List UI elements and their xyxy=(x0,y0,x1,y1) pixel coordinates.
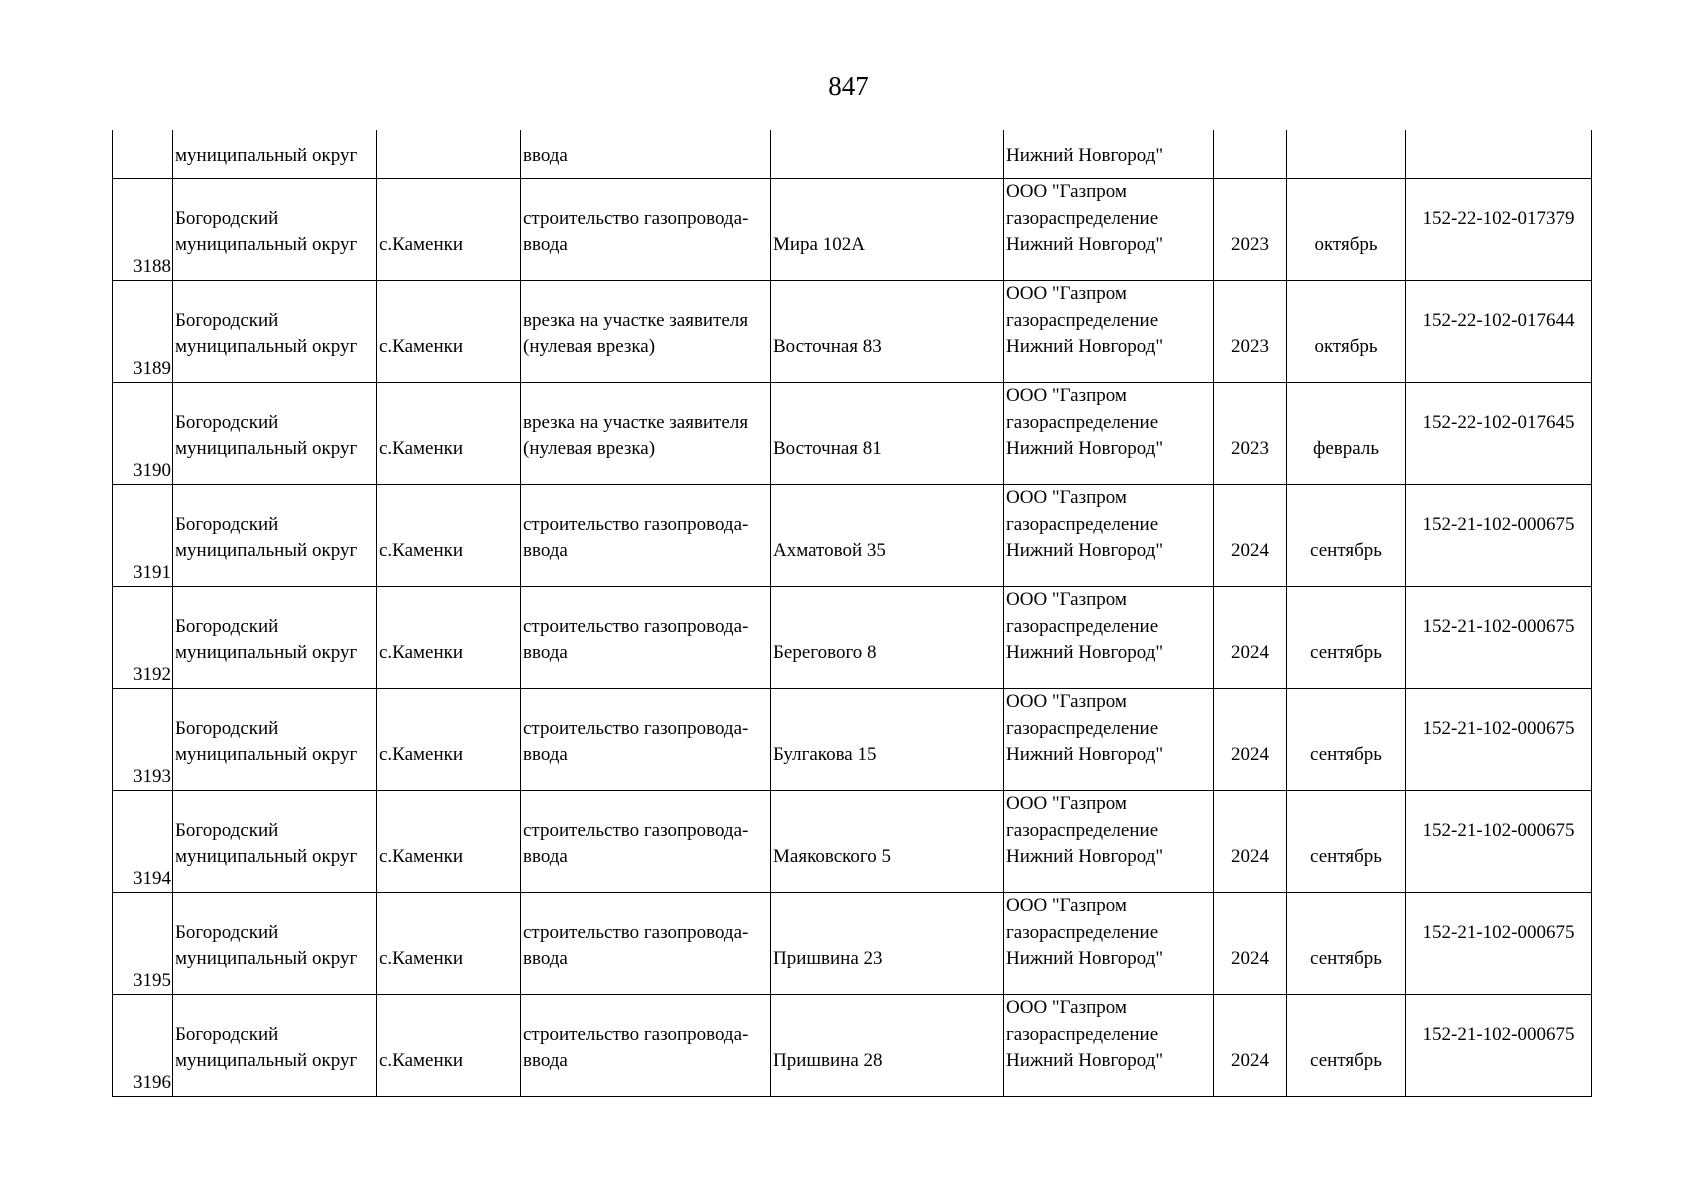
table-row xyxy=(113,689,1592,791)
table-row xyxy=(113,791,1592,893)
district-line-1: Богородский xyxy=(175,513,279,535)
table-row xyxy=(113,485,1592,587)
org-line-3: Нижний Новгород" xyxy=(1006,438,1164,459)
month: сентябрь xyxy=(1310,1050,1382,1071)
work-line-2: ввода xyxy=(523,744,568,765)
code: 152-21-102-000675 xyxy=(1422,1023,1575,1045)
cell-num xyxy=(113,281,173,383)
cell-address xyxy=(771,281,1004,383)
org-line-1: ООО "Газпром xyxy=(1006,793,1127,814)
code: 152-22-102-017644 xyxy=(1422,309,1575,331)
row-number: 3196 xyxy=(133,1071,171,1093)
code: 152-22-102-017645 xyxy=(1422,411,1575,433)
code: 152-21-102-000675 xyxy=(1422,819,1575,841)
cell-num xyxy=(113,130,173,179)
row-number: 3188 xyxy=(133,255,171,277)
district-line-2: муниципальный округ xyxy=(175,234,358,255)
cell-code xyxy=(1406,587,1592,689)
cell-org xyxy=(1004,995,1214,1097)
org-line-2: газораспределение xyxy=(1006,1023,1159,1045)
cell-address xyxy=(771,995,1004,1097)
address: Восточная 83 xyxy=(773,336,882,357)
cell-address xyxy=(771,485,1004,587)
cell-code xyxy=(1406,689,1592,791)
registry-table xyxy=(112,130,1592,1097)
address: Восточная 81 xyxy=(773,438,882,459)
work-line-1: строительство газопровода- xyxy=(523,207,749,229)
org-line-2: газораспределение xyxy=(1006,921,1159,943)
row-number: 3191 xyxy=(133,561,171,583)
cell-year xyxy=(1214,791,1287,893)
year: 2024 xyxy=(1231,1050,1269,1071)
cell-year xyxy=(1214,179,1287,281)
cell-settlement xyxy=(377,130,521,179)
cell-year xyxy=(1214,485,1287,587)
code: 152-21-102-000675 xyxy=(1422,513,1575,535)
org-line-2: газораспределение xyxy=(1006,513,1159,535)
cell-code xyxy=(1406,995,1592,1097)
row-number: 3193 xyxy=(133,765,171,787)
month: сентябрь xyxy=(1310,642,1382,663)
cell-year xyxy=(1214,587,1287,689)
cell-work xyxy=(521,179,771,281)
work-line-2: ввода xyxy=(523,234,568,255)
work-line-2: (нулевая врезка) xyxy=(523,336,656,357)
cell-district: муниципальный округ xyxy=(173,130,377,179)
org-line-1: ООО "Газпром xyxy=(1006,181,1127,202)
year: 2024 xyxy=(1231,846,1269,867)
table-row xyxy=(113,383,1592,485)
cell-org xyxy=(1004,791,1214,893)
district-line-2: муниципальный округ xyxy=(175,438,358,459)
cell-address xyxy=(771,689,1004,791)
cell-address xyxy=(771,587,1004,689)
cell-settlement xyxy=(377,587,521,689)
cell-org xyxy=(1004,893,1214,995)
settlement: с.Каменки xyxy=(379,744,464,765)
cell-code xyxy=(1406,179,1592,281)
cell-district xyxy=(173,689,377,791)
address: Маяковского 5 xyxy=(773,846,891,867)
district-line-2: муниципальный округ xyxy=(175,948,358,969)
org-line-2: газораспределение xyxy=(1006,411,1159,433)
org-line-2: газораспределение xyxy=(1006,207,1159,229)
district-line-1: Богородский xyxy=(175,615,279,637)
settlement: с.Каменки xyxy=(379,234,464,255)
org-line-1: ООО "Газпром xyxy=(1006,997,1127,1018)
cell-num xyxy=(113,995,173,1097)
address: Пришвина 28 xyxy=(773,1050,883,1071)
cell-address xyxy=(771,130,1004,179)
cell-month xyxy=(1287,485,1406,587)
cell-code xyxy=(1406,485,1592,587)
cell-num xyxy=(113,893,173,995)
settlement: с.Каменки xyxy=(379,1050,464,1071)
org-line-2: газораспределение xyxy=(1006,615,1159,637)
code: 152-22-102-017379 xyxy=(1422,207,1575,229)
cell-month xyxy=(1287,689,1406,791)
cell-year xyxy=(1214,130,1287,179)
row-number: 3194 xyxy=(133,867,171,889)
year: 2023 xyxy=(1231,438,1269,459)
row-number: 3195 xyxy=(133,969,171,991)
month: октябрь xyxy=(1314,234,1378,255)
work-line-1: врезка на участке заявителя xyxy=(523,309,749,331)
year: 2024 xyxy=(1231,642,1269,663)
cell-address xyxy=(771,893,1004,995)
address: Пришвина 23 xyxy=(773,948,883,969)
cell-num xyxy=(113,383,173,485)
work-line-1: строительство газопровода- xyxy=(523,1023,749,1045)
cell-month xyxy=(1287,383,1406,485)
settlement: с.Каменки xyxy=(379,642,464,663)
cell-org xyxy=(1004,587,1214,689)
month: сентябрь xyxy=(1310,540,1382,561)
cell-settlement xyxy=(377,689,521,791)
cell-work xyxy=(521,383,771,485)
cell-work xyxy=(521,587,771,689)
cell-district xyxy=(173,791,377,893)
cell-work: ввода xyxy=(521,130,771,179)
cell-year xyxy=(1214,995,1287,1097)
cell-year xyxy=(1214,281,1287,383)
district-line-2: муниципальный округ xyxy=(175,336,358,357)
org-line-3: Нижний Новгород" xyxy=(1006,846,1164,867)
cell-org xyxy=(1004,689,1214,791)
year: 2023 xyxy=(1231,336,1269,357)
work-line-1: строительство газопровода- xyxy=(523,717,749,739)
year: 2024 xyxy=(1231,744,1269,765)
cell-settlement xyxy=(377,485,521,587)
cell-org xyxy=(1004,383,1214,485)
district-line-1: Богородский xyxy=(175,921,279,943)
cell-num xyxy=(113,587,173,689)
cell-year xyxy=(1214,689,1287,791)
work-line-2: ввода xyxy=(523,642,568,663)
cell-org: Нижний Новгород" xyxy=(1004,130,1214,179)
district-line-1: Богородский xyxy=(175,309,279,331)
cell-code xyxy=(1406,130,1592,179)
cell-month xyxy=(1287,791,1406,893)
cell-address xyxy=(771,791,1004,893)
work-line-1: строительство газопровода- xyxy=(523,615,749,637)
code: 152-21-102-000675 xyxy=(1422,615,1575,637)
cell-month xyxy=(1287,130,1406,179)
cell-work xyxy=(521,995,771,1097)
work-line-1: строительство газопровода- xyxy=(523,921,749,943)
cell-month xyxy=(1287,281,1406,383)
cell-settlement xyxy=(377,995,521,1097)
year: 2024 xyxy=(1231,948,1269,969)
district-line-2: муниципальный округ xyxy=(175,642,358,663)
cell-month xyxy=(1287,587,1406,689)
org-line-3: Нижний Новгород" xyxy=(1006,948,1164,969)
cell-num xyxy=(113,689,173,791)
month: сентябрь xyxy=(1310,744,1382,765)
address: Булгакова 15 xyxy=(773,744,877,765)
cell-address xyxy=(771,383,1004,485)
cell-settlement xyxy=(377,179,521,281)
cell-settlement xyxy=(377,791,521,893)
org-line-3: Нижний Новгород" xyxy=(1006,540,1164,561)
work-line-2: ввода xyxy=(523,846,568,867)
org-line-2: газораспределение xyxy=(1006,309,1159,331)
address: Ахматовой 35 xyxy=(773,540,886,561)
year: 2024 xyxy=(1231,540,1269,561)
cell-work xyxy=(521,791,771,893)
code: 152-21-102-000675 xyxy=(1422,921,1575,943)
cell-num xyxy=(113,791,173,893)
settlement: с.Каменки xyxy=(379,336,464,357)
table-row xyxy=(113,893,1592,995)
cell-district xyxy=(173,587,377,689)
district-line-2: муниципальный округ xyxy=(175,1050,358,1071)
cell-code xyxy=(1406,791,1592,893)
cell-work xyxy=(521,485,771,587)
settlement: с.Каменки xyxy=(379,438,464,459)
table-row xyxy=(113,587,1592,689)
code: 152-21-102-000675 xyxy=(1422,717,1575,739)
org-line-3: Нижний Новгород" xyxy=(1006,234,1164,255)
org-line-1: ООО "Газпром xyxy=(1006,487,1127,508)
month: февраль xyxy=(1313,438,1379,459)
cell-num xyxy=(113,485,173,587)
cell-work xyxy=(521,281,771,383)
district-line-2: муниципальный округ xyxy=(175,744,358,765)
cell-month xyxy=(1287,179,1406,281)
org-line-1: ООО "Газпром xyxy=(1006,385,1127,406)
cell-district xyxy=(173,179,377,281)
cell-code xyxy=(1406,383,1592,485)
settlement: с.Каменки xyxy=(379,846,464,867)
page-number: 847 xyxy=(828,71,869,101)
settlement: с.Каменки xyxy=(379,948,464,969)
district-line-1: Богородский xyxy=(175,717,279,739)
row-number: 3190 xyxy=(133,459,171,481)
cell-district xyxy=(173,893,377,995)
cell-district xyxy=(173,995,377,1097)
cell-month xyxy=(1287,893,1406,995)
cell-settlement xyxy=(377,383,521,485)
table-row xyxy=(113,179,1592,281)
cell-settlement xyxy=(377,893,521,995)
work-line-2: (нулевая врезка) xyxy=(523,438,656,459)
cell-district xyxy=(173,281,377,383)
cell-num xyxy=(113,179,173,281)
table-row-continued xyxy=(113,130,1592,179)
cell-org xyxy=(1004,179,1214,281)
org-line-3: Нижний Новгород" xyxy=(1006,336,1164,357)
work-line-1: врезка на участке заявителя xyxy=(523,411,749,433)
month: сентябрь xyxy=(1310,846,1382,867)
work-line-2: ввода xyxy=(523,948,568,969)
year: 2023 xyxy=(1231,234,1269,255)
table-row xyxy=(113,995,1592,1097)
district-line-1: Богородский xyxy=(175,207,279,229)
cell-code xyxy=(1406,281,1592,383)
district-line-1: Богородский xyxy=(175,411,279,433)
row-number: 3189 xyxy=(133,357,171,379)
org-line-3: Нижний Новгород" xyxy=(1006,744,1164,765)
org-line-3: Нижний Новгород" xyxy=(1006,1050,1164,1071)
work-line-1: строительство газопровода- xyxy=(523,513,749,535)
district-line-2: муниципальный округ xyxy=(175,846,358,867)
cell-work xyxy=(521,689,771,791)
work-line-2: ввода xyxy=(523,540,568,561)
district-line-2: муниципальный округ xyxy=(175,540,358,561)
org-line-1: ООО "Газпром xyxy=(1006,589,1127,610)
row-number: 3192 xyxy=(133,663,171,685)
work-line-1: строительство газопровода- xyxy=(523,819,749,841)
work-line-2: ввода xyxy=(523,1050,568,1071)
address: Берегового 8 xyxy=(773,642,877,663)
org-line-2: газораспределение xyxy=(1006,819,1159,841)
cell-district xyxy=(173,383,377,485)
settlement: с.Каменки xyxy=(379,540,464,561)
month: октябрь xyxy=(1314,336,1378,357)
district-line-1: Богородский xyxy=(175,1023,279,1045)
table-body xyxy=(113,130,1592,1097)
cell-district xyxy=(173,485,377,587)
cell-month xyxy=(1287,995,1406,1097)
cell-settlement xyxy=(377,281,521,383)
org-line-1: ООО "Газпром xyxy=(1006,691,1127,712)
district-line-1: Богородский xyxy=(175,819,279,841)
address: Мира 102А xyxy=(773,234,865,255)
cell-org xyxy=(1004,485,1214,587)
org-line-2: газораспределение xyxy=(1006,717,1159,739)
org-line-1: ООО "Газпром xyxy=(1006,895,1127,916)
cell-year xyxy=(1214,383,1287,485)
cell-address xyxy=(771,179,1004,281)
cell-year xyxy=(1214,893,1287,995)
cell-work xyxy=(521,893,771,995)
cell-code xyxy=(1406,893,1592,995)
cell-org xyxy=(1004,281,1214,383)
org-line-3: Нижний Новгород" xyxy=(1006,642,1164,663)
month: сентябрь xyxy=(1310,948,1382,969)
org-line-1: ООО "Газпром xyxy=(1006,283,1127,304)
table-row xyxy=(113,281,1592,383)
